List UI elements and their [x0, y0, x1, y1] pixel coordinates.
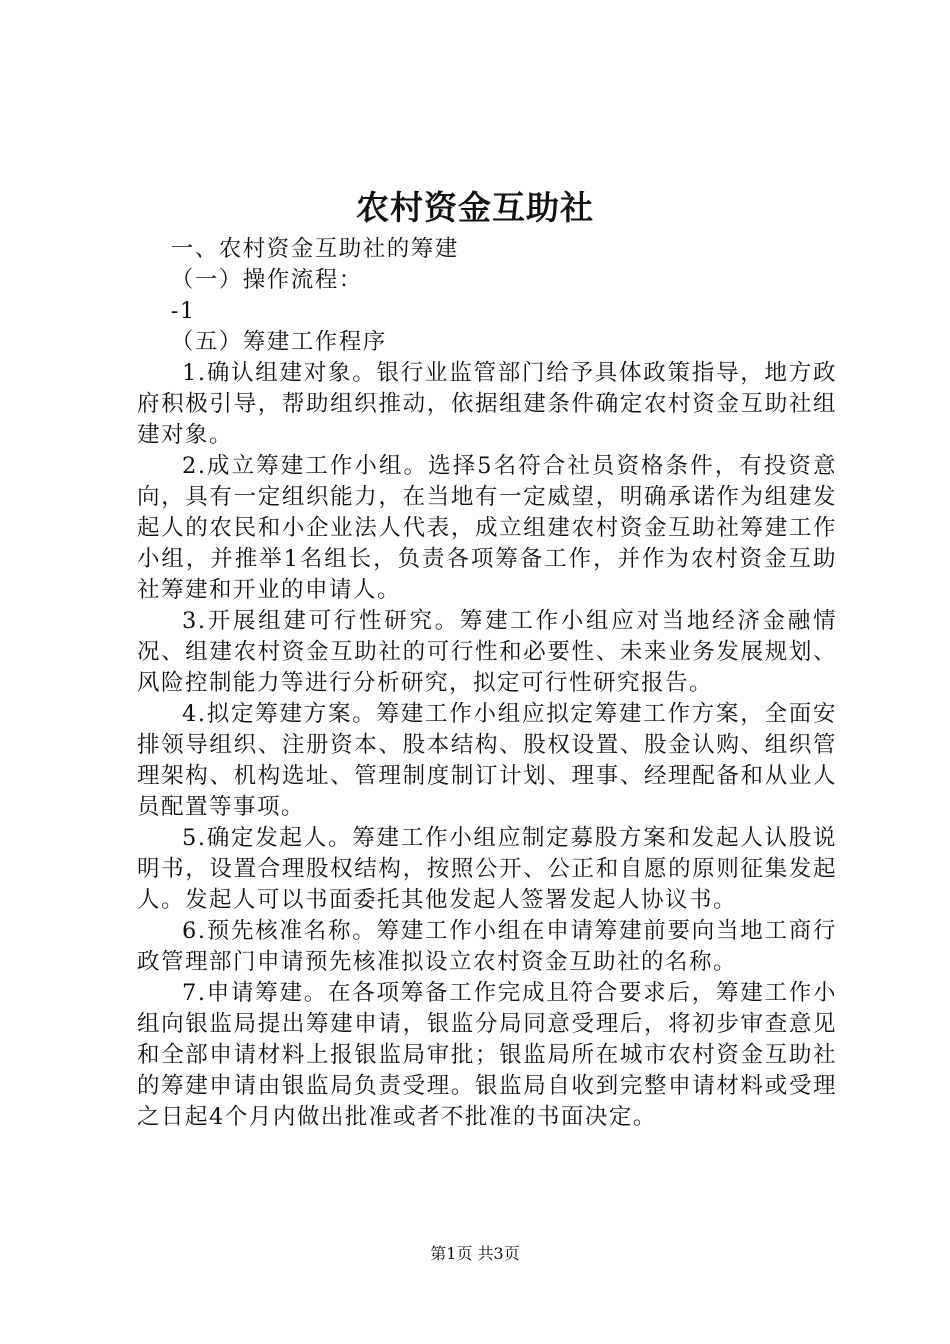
- subsection-heading: （五）筹建工作程序: [170, 329, 387, 355]
- body-paragraph: 6.预先核准名称。筹建工作小组在申请筹建前要向当地工商行政管理部门申请预先核准拟设立农村资金互助社的名称。: [137, 918, 837, 975]
- section-heading: 一、农村资金互助社的筹建: [170, 236, 459, 262]
- subsection-heading: （一）操作流程：: [170, 267, 363, 293]
- body-paragraph: 1.确认组建对象。银行业监管部门给予具体政策指导，地方政府积极引导，帮助组织推动，依据组建条件确定农村资金互助社组建对象。: [137, 360, 837, 448]
- page-footer: 第1页 共3页: [430, 1244, 520, 1263]
- document-title: 农村资金互助社: [356, 188, 594, 227]
- body-paragraph: 4.拟定筹建方案。筹建工作小组应拟定筹建工作方案，全面安排领导组织、注册资本、股本结构、股权设置、股金认购、组织管理架构、机构选址、管理制度制订计划、理事、经理配备和从业人员配置等事项。: [137, 701, 837, 820]
- body-paragraph: 7.申请筹建。在各项筹备工作完成且符合要求后，筹建工作小组向银监局提出筹建申请，银监分局同意受理后，将初步审查意见和全部申请材料上报银监局审批；银监局所在城市农村资金互助社的筹建申请由银监局负责受理。银监局自收到完整申请材料或受理之日起4个月内做出批准或者不批准的书面决定。: [137, 980, 837, 1130]
- body-paragraph: 2.成立筹建工作小组。选择5名符合社员资格条件，有投资意向，具有一定组织能力，在当地有一定威望，明确承诺作为组建发起人的农民和小企业法人代表，成立组建农村资金互助社筹建工作小组，并推举1名组长，负责各项筹备工作，并作为农村资金互助社筹建和开业的申请人。: [137, 453, 837, 603]
- body-paragraph: 5.确定发起人。筹建工作小组应制定募股方案和发起人认股说明书，设置合理股权结构，按照公开、公正和自愿的原则征集发起人。发起人可以书面委托其他发起人签署发起人协议书。: [137, 825, 837, 913]
- figure-placeholder: -1: [170, 298, 196, 324]
- document-body: [137, 234, 837, 1133]
- body-paragraph: 3.开展组建可行性研究。筹建工作小组应对当地经济金融情况、组建农村资金互助社的可行性和必要性、未来业务发展规划、风险控制能力等进行分析研究，拟定可行性研究报告。: [137, 608, 837, 696]
